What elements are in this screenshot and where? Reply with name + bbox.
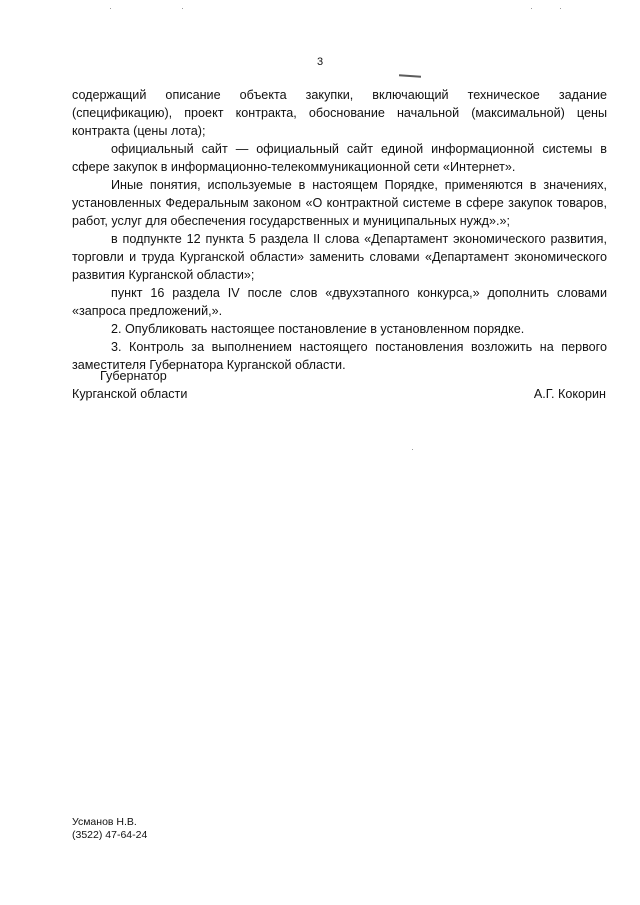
paragraph-2: официальный сайт — официальный сайт единой информационной системы в сфере закупок в информационно-телекоммуникационной сети «Интернет». xyxy=(72,142,607,174)
paragraph-4: в подпункте 12 пункта 5 раздела II слова «Департамент экономического развития, торговли и труда Курганской области» заменить словами «Департамент экономического развития Курганской области»; xyxy=(72,232,607,282)
scan-mark xyxy=(399,74,421,78)
scan-speck xyxy=(412,449,413,450)
paragraph-5: пункт 16 раздела IV после слов «двухэтапного конкурса,» дополнить словами «запроса предложений,». xyxy=(72,286,607,318)
signature-title xyxy=(72,367,187,403)
paragraph-3: Иные понятия, используемые в настоящем Порядке, применяются в значениях, установленных Федеральным законом «О контрактной системе в сфере закупок товаров, работ, услуг для обеспечения государственных и муниципальных нужд».»; xyxy=(72,178,607,228)
paragraph-6: 2. Опубликовать настоящее постановление в установленном порядке. xyxy=(111,322,525,336)
paragraph-1: содержащий описание объекта закупки, включающий техническое задание (спецификацию), проект контракта, обоснование начальной (максимальной) цены контракта (цены лота); xyxy=(72,88,607,138)
scan-speck xyxy=(531,8,532,9)
page-number: 3 xyxy=(316,56,324,68)
scan-speck xyxy=(182,8,183,9)
scan-speck xyxy=(110,8,111,9)
signature-title-line1: Губернатор xyxy=(100,369,167,383)
signature-name: А.Г. Кокорин xyxy=(533,387,606,401)
executor-info xyxy=(72,816,147,842)
executor-name: Усманов Н.В. xyxy=(72,816,137,828)
scan-speck xyxy=(560,8,561,9)
signature-title-line2: Курганской области xyxy=(72,387,188,401)
document-body xyxy=(72,86,607,374)
paragraph-7: 3. Контроль за выполнением настоящего постановления возложить на первого заместителя Губернатора Курганской области. xyxy=(72,340,607,372)
executor-phone: (3522) 47-64-24 xyxy=(72,829,148,841)
